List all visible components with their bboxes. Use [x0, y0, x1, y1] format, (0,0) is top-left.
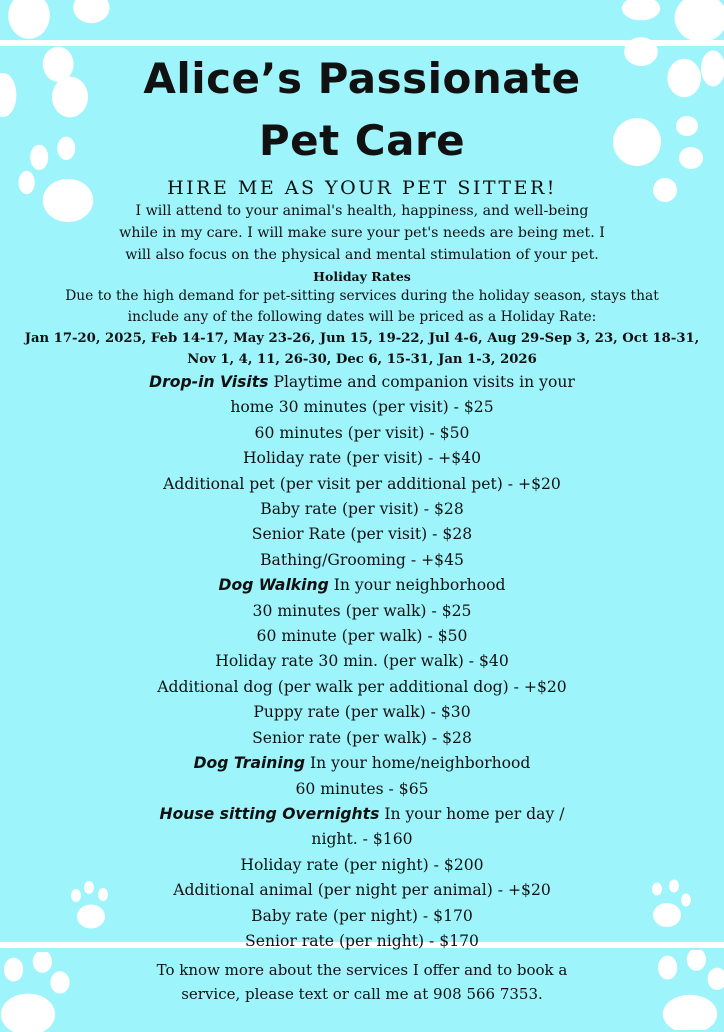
price-line: Additional pet (per visit per additional pet) - +$20 [163, 474, 561, 493]
holiday-dates-line: Jan 17-20, 2025, Feb 14-17, May 23-26, Jun 15, 19-22, Jul 4-6, Aug 29-Sep 3, 23, Oct 18-31, [24, 331, 700, 346]
price-line: Senior rate (per night) - $170 [245, 931, 479, 950]
price-line: night. - $160 [311, 830, 413, 849]
price-line: 60 minutes - $65 [295, 779, 429, 798]
service-training-header [0, 751, 724, 776]
service-name: Dog Walking [218, 576, 329, 595]
price-line: Additional animal (per night per animal) - +$20 [173, 881, 551, 900]
holiday-description [17, 286, 707, 328]
intro-line: will also focus on the physical and mental stimulation of your pet. [125, 247, 599, 263]
holiday-heading: Holiday Rates [313, 269, 411, 284]
price-line: Holiday rate (per night) - $200 [240, 855, 484, 874]
price-line: Bathing/Grooming - +$45 [260, 550, 464, 569]
service-walking-header [0, 573, 724, 598]
intro-paragraph [62, 200, 662, 266]
holiday-dates-line: Nov 1, 4, 11, 26-30, Dec 6, 15-31, Jan 1-3, 2026 [187, 352, 537, 367]
service-description: In your neighborhood [328, 576, 506, 595]
services-list [0, 370, 724, 954]
service-name: House sitting Overnights [159, 804, 380, 823]
price-line: 60 minutes (per visit) - $50 [254, 423, 470, 442]
service-dropin-header [0, 370, 724, 395]
subtitle: HIRE ME AS YOUR PET SITTER! [167, 177, 557, 199]
price-line: Baby rate (per night) - $170 [251, 906, 473, 925]
title-line-2: Pet Care [258, 116, 466, 165]
footer-line: To know more about the services I offer and to book a [156, 961, 568, 979]
price-line: Baby rate (per visit) - $28 [260, 500, 464, 519]
price-line: Additional dog (per walk per additional dog) - +$20 [157, 677, 567, 696]
service-description: In your home per day / [379, 804, 565, 823]
holiday-dates [12, 328, 712, 370]
footer-line: service, please text or call me at 908 566 7353. [181, 985, 543, 1003]
price-line: Senior rate (per walk) - $28 [252, 728, 472, 747]
holiday-text-line: include any of the following dates will be priced as a Holiday Rate: [127, 309, 597, 325]
service-description: Playtime and companion visits in your [268, 373, 575, 391]
title-line-1: Alice’s Passionate [143, 54, 581, 103]
price-line: Puppy rate (per walk) - $30 [253, 703, 471, 722]
holiday-text-line: Due to the high demand for pet-sitting services during the holiday season, stays that [65, 288, 659, 304]
contact-footer [0, 958, 724, 1006]
flyer-content [0, 48, 724, 954]
price-line: 30 minutes (per walk) - $25 [252, 601, 472, 620]
price-line: Holiday rate (per visit) - +$40 [242, 449, 482, 468]
price-line: Senior Rate (per visit) - $28 [251, 525, 473, 544]
price-line: 60 minute (per walk) - $50 [256, 627, 468, 646]
intro-line: while in my care. I will make sure your pet's needs are being met. I [119, 225, 605, 241]
service-name: Drop-in Visits [149, 373, 269, 391]
service-name: Dog Training [193, 754, 306, 773]
price-line: Holiday rate 30 min. (per walk) - $40 [215, 652, 509, 671]
service-overnight-header [0, 802, 724, 827]
price-line: home 30 minutes (per visit) - $25 [230, 398, 494, 417]
page-title [0, 48, 724, 172]
intro-line: I will attend to your animal's health, happiness, and well-being [135, 203, 589, 219]
service-description: In your home/neighborhood [305, 754, 531, 773]
